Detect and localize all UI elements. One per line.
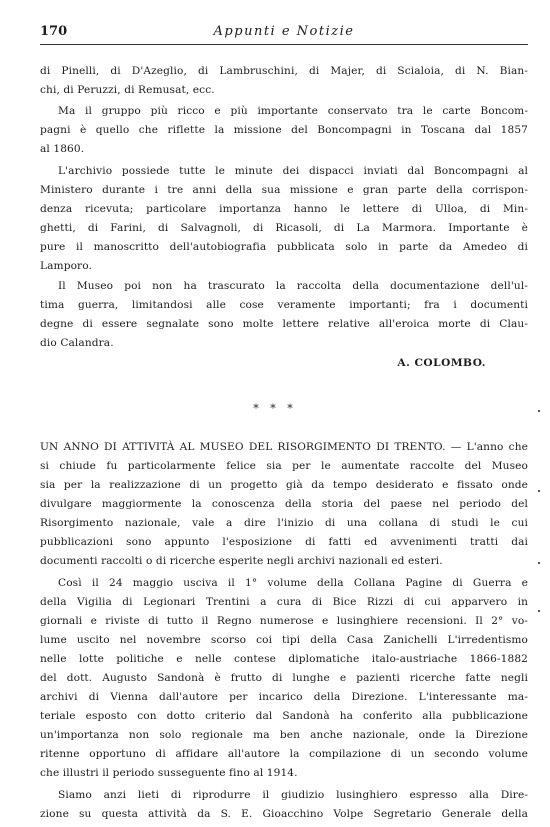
text-line: Ma il gruppo più ricco e più importante conservato tra le carte Boncom- <box>58 105 528 117</box>
text-line: si chiude fu particolarmente felice sia per le aumentate raccolte del Museo <box>40 460 528 472</box>
scan-speck <box>538 610 540 612</box>
scan-speck <box>538 410 540 412</box>
text-line: teriale esposto con dotto criterio dal Sandonà ha conferito alla pubblicazione <box>40 710 528 722</box>
page-header <box>40 24 528 45</box>
author-signature: A. COLOMBO. <box>397 357 486 369</box>
text-line: della Vigilia di Legionari Trentini a cura di Bice Rizzi di cui apparvero in <box>40 596 528 608</box>
text-line: al 1860. <box>40 143 85 155</box>
section-heading-line: UN ANNO DI ATTIVITÀ AL MUSEO DEL RISORGIMENTO DI TRENTO. — L'anno che <box>40 441 528 453</box>
text-line: L'archivio possiede tutte le minute dei dispacci inviati dal Boncompagni al <box>58 165 528 177</box>
text-line: che illustri il periodo susseguente fino al 1914. <box>40 767 298 779</box>
section-separator: * * * <box>253 402 297 415</box>
text-line: un'importanza non solo regionale ma ben anche nazionale, onde la Direzione <box>40 729 528 741</box>
text-line: Ministero durante i tre anni della sua missione e gran parte della corrispon- <box>40 184 528 196</box>
text-line: giornali e riviste di tutto il Regno numerose e lusinghiere recensioni. Il 2° vo- <box>40 615 528 627</box>
text-line: pubblicazioni sono appunto l'esposizione di fatti ed avvenimenti tratti dai <box>40 536 528 548</box>
text-line: Così il 24 maggio usciva il 1° volume della Collana Pagine di Guerra e <box>58 577 528 589</box>
text-line: lume uscito nel novembre scorso coi tipi della Casa Zanichelli L'irredentismo <box>40 634 528 646</box>
text-line: Risorgimento nazionale, vale a dire l'inizio di una collana di studi le cui <box>40 517 528 529</box>
text-line: del dott. Augusto Sandonà è frutto di lunghe e pazienti ricerche fatte negli <box>40 672 528 684</box>
text-line: nelle lotte politiche e nelle contese diplomatiche italo-austriache 1866-1882 <box>40 653 528 665</box>
text-line: zione su questa attività da S. E. Gioacchino Volpe Segretario Generale della <box>40 808 528 820</box>
text-line: sia per la realizzazione di un progetto già da tempo desiderato e fissato onde <box>40 479 528 491</box>
text-line: di Pinelli, di D'Azeglio, di Lambruschini, di Majer, di Scialoia, di N. Bian- <box>40 65 528 77</box>
text-line: pure il manoscritto dell'autobiografia pubblicata solo in parte da Amedeo di <box>40 241 528 253</box>
text-line: denza ricevuta; particolare importanza hanno le lettere di Ulloa, di Min- <box>40 203 528 215</box>
text-line: chi, di Peruzzi, di Remusat, ecc. <box>40 84 215 96</box>
scan-speck <box>538 490 540 492</box>
text-line: dio Calandra. <box>40 337 114 349</box>
text-line: documenti raccolti o di ricerche esperite negli archivi nazionali ed esteri. <box>40 555 443 567</box>
running-title: Appunti e Notizie <box>213 24 355 39</box>
text-line: tima guerra, limitandosi alle cose veramente importanti; fra i documenti <box>40 299 528 311</box>
text-line: Il Museo poi non ha trascurato la raccolta della documentazione dell'ul- <box>58 280 528 292</box>
text-line: degne di essere segnalate sono molte lettere relative all'eroica morte di Clau- <box>40 318 528 330</box>
text-line: Lamporo. <box>40 260 92 272</box>
text-line: divulgare maggiormente la conoscenza della storia del paese nel periodo del <box>40 498 528 510</box>
text-line: ghetti, di Farini, di Salvagnoli, di Ricasoli, di La Marmora. Importante è <box>40 222 528 234</box>
text-line: pagni è quello che riflette la missione del Boncompagni in Toscana dal 1857 <box>40 124 528 136</box>
page-number: 170 <box>40 24 68 39</box>
text-line: ritenne opportuno di affidare all'autore la compilazione di un secondo volume <box>40 748 528 760</box>
text-line: archivi di Vienna dall'autore per incarico della Direzione. L'interessante ma- <box>40 691 528 703</box>
text-line: Siamo anzi lieti di riprodurre il giudizio lusinghiero espresso alla Dire- <box>58 789 528 801</box>
scan-speck <box>538 562 540 564</box>
